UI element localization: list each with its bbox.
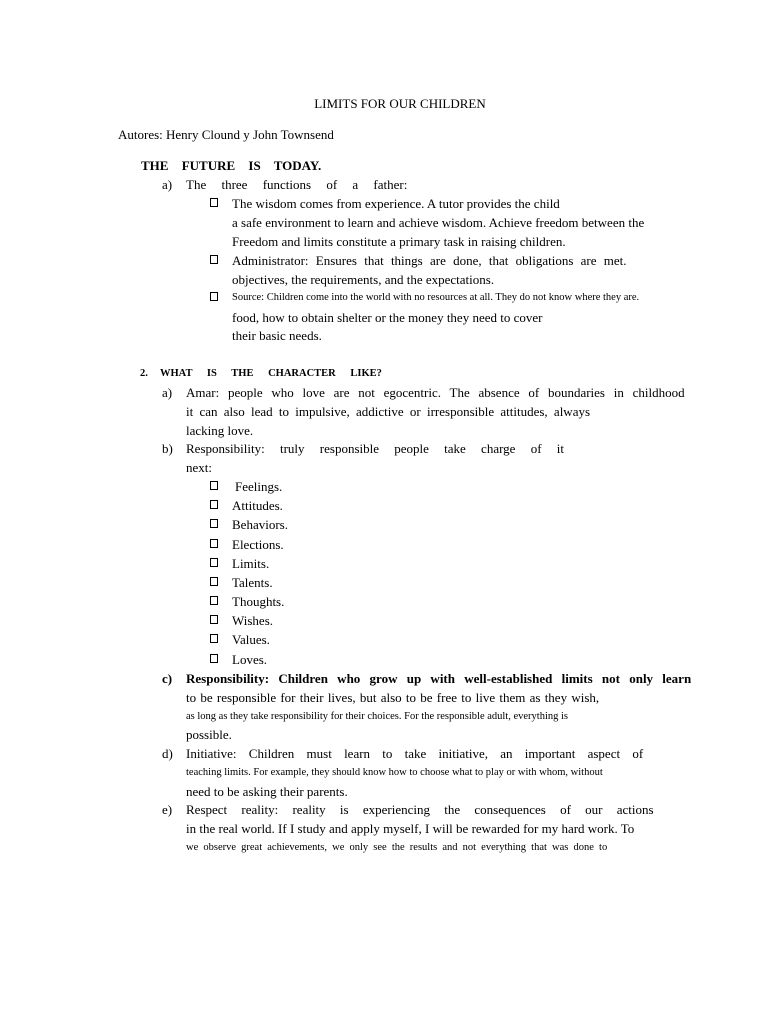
responsibility-text: Responsibility: truly responsible people take charge of it: [186, 441, 565, 456]
initiative-text: Initiative: Children must learn to take initiative, an important aspect of: [186, 746, 644, 761]
list-item: Wishes.: [232, 613, 273, 628]
section-heading-future: THE FUTURE IS TODAY.: [141, 158, 322, 173]
section-number: 2.: [140, 368, 148, 379]
reality-text: in the real world. If I study and apply myself, I will be rewarded for my hard work. To: [186, 821, 635, 836]
bullet-marker: [210, 652, 218, 668]
initiative-text: need to be asking their parents.: [186, 784, 348, 799]
list-item: Elections.: [232, 537, 284, 552]
love-text: lacking love.: [186, 423, 254, 438]
bullet-text: [232, 253, 656, 269]
bullet-marker: [210, 290, 218, 306]
page-title: LIMITS FOR OUR CHILDREN: [314, 96, 486, 111]
item-marker: b): [162, 441, 173, 456]
item-marker: a): [162, 177, 173, 192]
list-item: Thoughts.: [232, 594, 285, 609]
bullet-marker: [210, 498, 218, 514]
list-item: Loves.: [232, 652, 268, 667]
bullet-text: a safe environment to learn and achieve wisdom. Achieve freedom between the: [232, 215, 645, 230]
reality-text: we observe great achievements, we only see the results and not everything that was done to: [186, 842, 608, 853]
bullet-marker: [210, 196, 218, 212]
freedom-text: as long as they take responsibility for their choices. For the responsible adult, everything is: [186, 711, 568, 722]
bullet-marker: [210, 613, 218, 629]
initiative-text: teaching limits. For example, they should know how to choose what to play or with whom, without: [186, 767, 603, 778]
authors-line: Autores: Henry Clound y John Townsend: [118, 127, 334, 142]
item-marker: e): [162, 802, 173, 817]
list-item: Talents.: [232, 575, 273, 590]
functions-intro: The three functions of a father:: [186, 177, 408, 192]
freedom-text: possible.: [186, 727, 232, 742]
bullet-text: objectives, the requirements, and the expectations.: [232, 272, 495, 287]
love-text: it can also lead to impulsive, addictive or irresponsible attitudes, always: [186, 404, 591, 419]
bullet-marker: [210, 556, 218, 572]
item-marker: a): [162, 385, 173, 400]
freedom-text: Responsibility: Children who grow up with well-established limits not only learn: [186, 671, 692, 686]
bullet-marker: [210, 479, 218, 495]
item-marker: c): [162, 671, 173, 686]
list-item: Behaviors.: [232, 517, 288, 532]
bullet-marker: [210, 537, 218, 553]
list-item: Values.: [232, 632, 270, 647]
bullet-text: The wisdom comes from experience. A tutor provides the child: [232, 196, 560, 211]
list-item: Limits.: [232, 556, 270, 571]
bullet-text: food, how to obtain shelter or the money they need to cover: [232, 310, 543, 325]
bullet-text: Source: Children come into the world with no resources at all. They do not know where they are.: [232, 292, 640, 303]
bullet-marker: [210, 594, 218, 610]
bullet-text: their basic needs.: [232, 328, 322, 343]
responsibility-text: next:: [186, 460, 212, 475]
reality-text: Respect reality: reality is experiencing the consequences of our actions: [186, 802, 654, 817]
bullet-marker: [210, 253, 218, 269]
list-item: Attitudes.: [232, 498, 283, 513]
item-marker: d): [162, 746, 173, 761]
love-text: Amar: people who love are not egocentric. The absence of boundaries in childhood: [186, 385, 685, 400]
bullet-text: Freedom and limits constitute a primary task in raising children.: [232, 234, 566, 249]
freedom-text: to be responsible for their lives, but also to be free to live them as they wish,: [186, 690, 600, 705]
section-heading-character: WHAT IS THE CHARACTER LIKE?: [160, 368, 382, 379]
bullet-marker: [210, 517, 218, 533]
bullet-marker: [210, 632, 218, 648]
list-item: Feelings.: [235, 479, 283, 494]
bullet-marker: [210, 575, 218, 591]
administrator-text: Administrator: Ensures that things are done, that obligations are met.: [232, 253, 627, 268]
